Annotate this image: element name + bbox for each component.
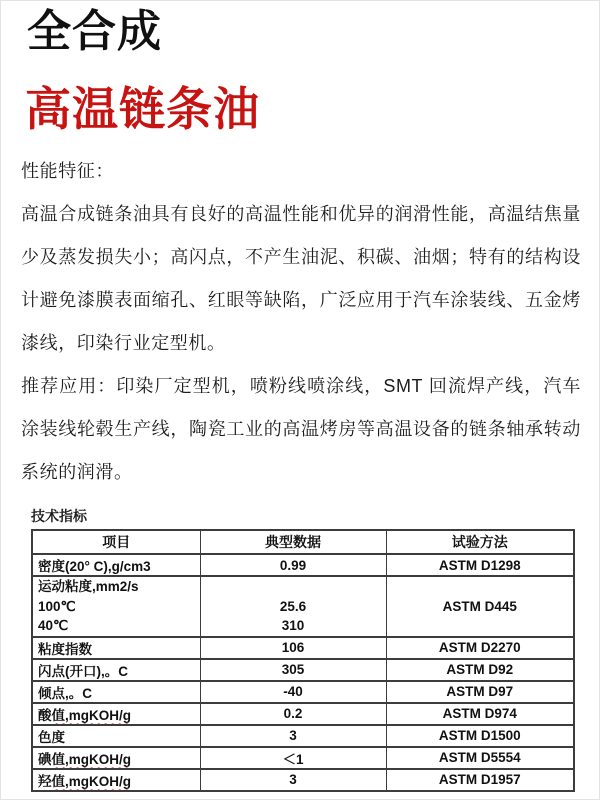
- spec-table-row: [32, 554, 574, 576]
- applications-paragraph: 推荐应用：印染厂定型机，喷粉线喷涂线，SMT 回流焊产线，汽车涂装线轮毂生产线，陶瓷工业的高温烤房等高温设备的链条轴承转动系统的润滑。: [21, 376, 581, 483]
- spec-item-cell: 粘度指数: [32, 637, 200, 659]
- spec-method-cell: ASTM D2270: [386, 637, 574, 659]
- spec-item-cell: 运动粘度,mm2/s 100℃ 40℃: [32, 576, 200, 637]
- body-text: [1, 150, 600, 494]
- features-section-label: 性能特征：: [21, 161, 114, 182]
- features-paragraph: 高温合成链条油具有良好的高温性能和优异的润滑性能，高温结焦量少及蒸发损失小；高闪点，不产生油泥、积碳、油烟；特有的结构设计避免漆膜表面缩孔、红眼等缺陷，广泛应用于汽车涂装线、五金烤漆线，印染行业定型机。: [21, 204, 581, 354]
- spec-method-cell: ASTM D974: [386, 703, 574, 725]
- spec-value-cell: -40: [200, 681, 386, 703]
- spec-item-cell: 酸值,mgKOH/g: [32, 703, 200, 725]
- spec-table-row: [32, 769, 574, 791]
- spec-table-row: [32, 659, 574, 681]
- spec-table-body: [32, 554, 574, 791]
- spec-column-header: 典型数据: [200, 530, 386, 554]
- spec-table-row: [32, 725, 574, 747]
- spec-table-row: [32, 703, 574, 725]
- spec-item-cell: 羟值,mgKOH/g: [32, 769, 200, 791]
- spec-table-row: [32, 747, 574, 769]
- spec-method-cell: ASTM D97: [386, 681, 574, 703]
- spec-value-cell: 0.99: [200, 554, 386, 576]
- spec-table-row: [32, 681, 574, 703]
- spec-method-cell: ASTM D1500: [386, 725, 574, 747]
- spec-value-cell: 25.6 310: [200, 576, 386, 637]
- spec-method-cell: ASTM D445: [386, 576, 574, 637]
- spec-item-cell: 倾点,。C: [32, 681, 200, 703]
- spec-item-cell: 色度: [32, 725, 200, 747]
- spellcheck-underline: 值,mgKOH/g: [51, 707, 131, 723]
- spec-column-header: 试验方法: [386, 530, 574, 554]
- spec-value-cell: 305: [200, 659, 386, 681]
- spec-table-header-row: [32, 530, 574, 554]
- spellcheck-underline: 值,mgKOH/g: [51, 751, 131, 767]
- spec-value-cell: ＜1: [200, 747, 386, 769]
- spec-column-header: 项目: [32, 530, 200, 554]
- product-title-line2: 高温链条油: [25, 82, 260, 135]
- spec-value-cell: 3: [200, 769, 386, 791]
- spec-table-caption: 技术指标: [31, 508, 87, 525]
- spec-table-row: [32, 637, 574, 659]
- product-datasheet-page: [1, 7, 600, 807]
- spec-method-cell: ASTM D5554: [386, 747, 574, 769]
- spec-table-row: [32, 576, 574, 637]
- spec-item-cell: 碘值,mgKOH/g: [32, 747, 200, 769]
- spec-table: [31, 529, 575, 792]
- spec-value-cell: 106: [200, 637, 386, 659]
- spec-method-cell: ASTM D1957: [386, 769, 574, 791]
- product-title-line1: 全合成: [27, 7, 162, 56]
- spellcheck-underline: 值,mgKOH/g: [51, 773, 131, 789]
- spec-method-cell: ASTM D92: [386, 659, 574, 681]
- spec-method-cell: ASTM D1298: [386, 554, 574, 576]
- spec-value-cell: 3: [200, 725, 386, 747]
- spec-item-cell: 密度(20° C),g/cm3: [32, 554, 200, 576]
- spec-value-cell: 0.2: [200, 703, 386, 725]
- spec-item-cell: 闪点(开口),。C: [32, 659, 200, 681]
